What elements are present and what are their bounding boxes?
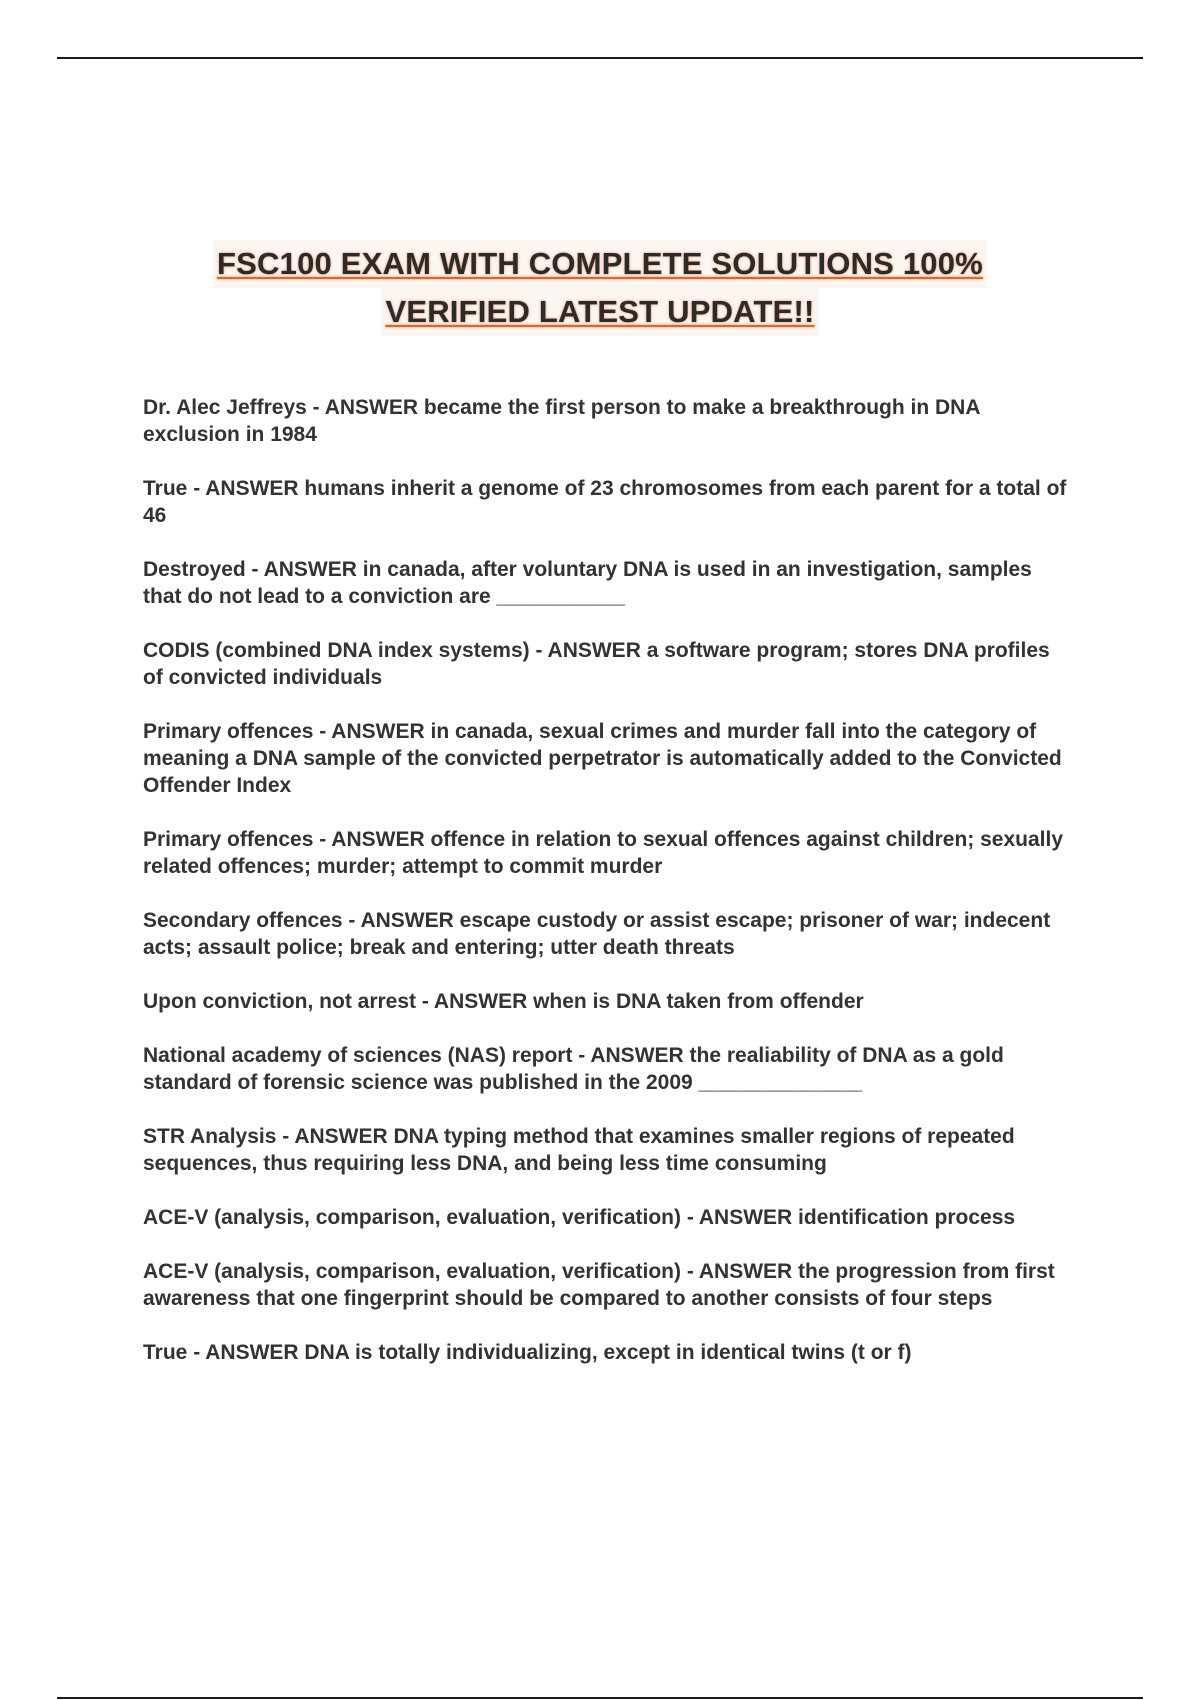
- qa-answer: identification process: [798, 1206, 1016, 1229]
- qa-item: [143, 556, 1073, 610]
- document-title: [0, 240, 1200, 336]
- qa-term: National academy of sciences (NAS) report: [143, 1044, 573, 1067]
- qa-item: [143, 1123, 1073, 1177]
- title-line-1: FSC100 EXAM WITH COMPLETE SOLUTIONS 100%: [213, 240, 987, 288]
- qa-answer: when is DNA taken from offender: [533, 990, 864, 1013]
- qa-separator: - ANSWER: [313, 828, 431, 851]
- bottom-rule: [57, 1697, 1143, 1699]
- qa-item: [143, 907, 1073, 961]
- qa-separator: - ANSWER: [416, 990, 534, 1013]
- qa-term: Dr. Alec Jeffreys: [143, 396, 307, 419]
- qa-separator: - ANSWER: [313, 720, 431, 743]
- qa-separator: - ANSWER: [306, 396, 424, 419]
- qa-term: True: [143, 1341, 188, 1364]
- qa-answer: in canada, after voluntary DNA is used in an investigation, samples that do not lead to a conviction are ___________: [143, 558, 1032, 608]
- qa-item: [143, 475, 1073, 529]
- qa-separator: - ANSWER: [187, 477, 305, 500]
- qa-item: [143, 1339, 1073, 1366]
- qa-term: Upon conviction, not arrest: [143, 990, 417, 1013]
- qa-list: [143, 394, 1073, 1393]
- qa-term: Destroyed: [143, 558, 246, 581]
- qa-answer: became the first person to make a breakthrough in DNA exclusion in 1984: [143, 396, 980, 446]
- qa-item: [143, 637, 1073, 691]
- qa-item: [143, 1258, 1073, 1312]
- qa-answer: in canada, sexual crimes and murder fall into the category of meaning a DNA sample of the convicted perpetrator is automatically added to the Convicted Offender Index: [143, 720, 1062, 797]
- qa-term: STR Analysis: [143, 1125, 277, 1148]
- qa-term: Secondary offences: [143, 909, 343, 932]
- qa-term: ACE-V (analysis, comparison, evaluation, verification): [143, 1206, 681, 1229]
- qa-term: Primary offences: [143, 720, 314, 743]
- qa-item: [143, 718, 1073, 799]
- qa-answer: a software program; stores DNA profiles of convicted individuals: [143, 639, 1050, 689]
- qa-separator: - ANSWER: [572, 1044, 690, 1067]
- qa-answer: the realiability of DNA as a gold standard of forensic science was published in the 2009 ______________: [143, 1044, 1004, 1094]
- qa-separator: - ANSWER: [245, 558, 363, 581]
- qa-item: [143, 394, 1073, 448]
- title-line-2: VERIFIED LATEST UPDATE!!: [381, 288, 818, 336]
- qa-item: [143, 988, 1073, 1015]
- qa-separator: - ANSWER: [680, 1206, 799, 1229]
- qa-term: CODIS (combined DNA index systems): [143, 639, 530, 662]
- qa-item: [143, 1042, 1073, 1096]
- qa-answer: DNA is totally individualizing, except in identical twins (t or f): [304, 1341, 912, 1364]
- qa-item: [143, 1204, 1073, 1231]
- qa-answer: DNA typing method that examines smaller regions of repeated sequences, thus requiring less DNA, and being less time consuming: [143, 1125, 1015, 1175]
- qa-term: True: [143, 477, 188, 500]
- qa-separator: - ANSWER: [187, 1341, 305, 1364]
- qa-term: Primary offences: [143, 828, 314, 851]
- qa-separator: - ANSWER: [276, 1125, 394, 1148]
- top-rule: [57, 57, 1143, 59]
- qa-answer: the progression from first awareness that one fingerprint should be compared to another consists of four steps: [143, 1260, 1055, 1310]
- qa-item: [143, 826, 1073, 880]
- qa-separator: - ANSWER: [680, 1260, 799, 1283]
- qa-separator: - ANSWER: [529, 639, 647, 662]
- qa-answer: humans inherit a genome of 23 chromosomes from each parent for a total of 46: [143, 477, 1067, 527]
- qa-separator: - ANSWER: [342, 909, 460, 932]
- qa-answer: escape custody or assist escape; prisoner of war; indecent acts; assault police; break and entering; utter death threats: [143, 909, 1051, 959]
- qa-answer: offence in relation to sexual offences against children; sexually related offences; murder; attempt to commit murder: [143, 828, 1063, 878]
- qa-term: ACE-V (analysis, comparison, evaluation, verification): [143, 1260, 681, 1283]
